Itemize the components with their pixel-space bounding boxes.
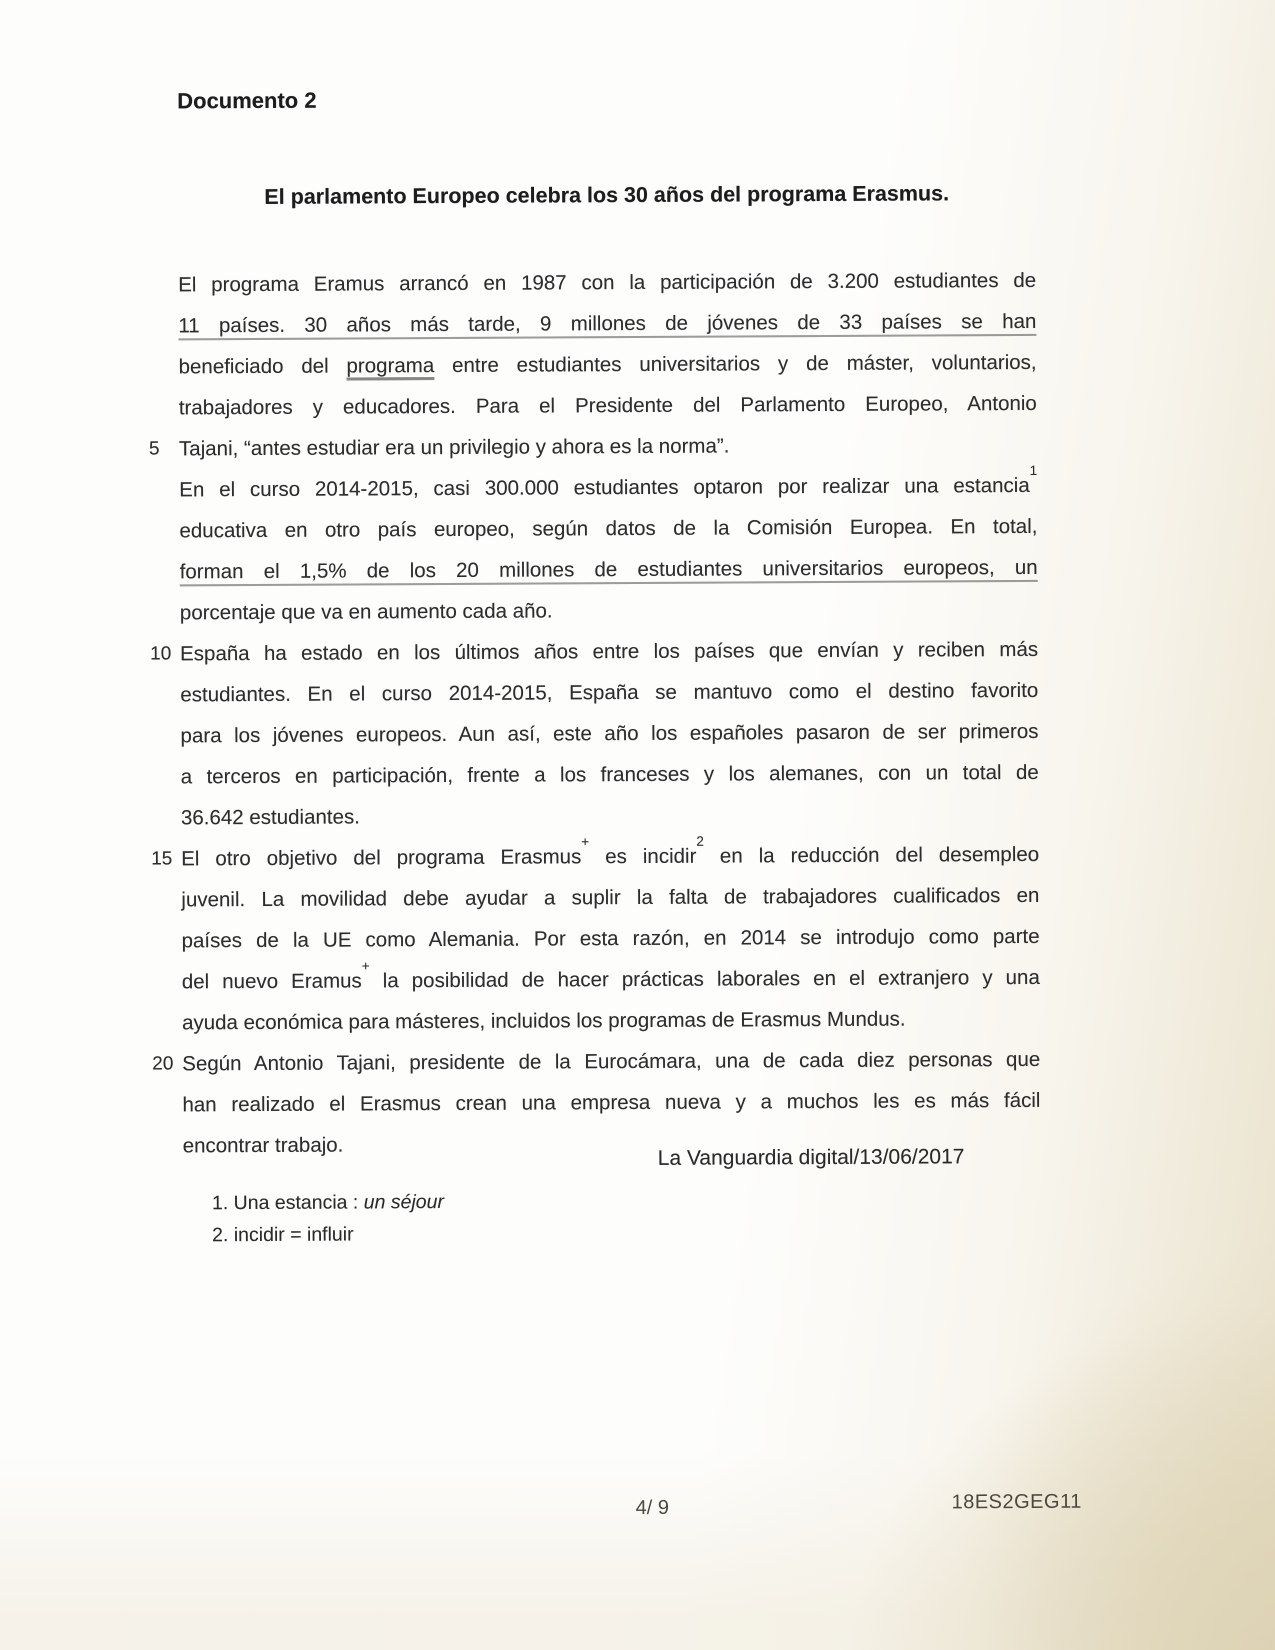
text-line: [178, 342, 1036, 387]
line-text: Según Antonio Tajani, presidente de la Eurocámara, una de cada diez personas que: [182, 1047, 1041, 1076]
line-text: educativa en otro país europeo, según datos de la Comisión Europea. En total,: [179, 514, 1038, 543]
text-line: [180, 670, 1038, 715]
superscript: 2: [696, 833, 704, 849]
line-text: estudiantes. En el curso 2014-2015, España se mantuvo como el destino favorito: [180, 678, 1039, 707]
footnote: [212, 1222, 444, 1255]
line-text: beneficiado del: [178, 354, 347, 379]
footnote-italic-text: un séjour: [363, 1191, 445, 1214]
line-number: 10: [150, 643, 172, 665]
line-text: porcentaje que va en aumento cada año.: [179, 599, 553, 625]
text-line: [151, 833, 1040, 879]
pencil-underlined-word: programa: [346, 354, 435, 378]
page-number: 4/ 9: [635, 1496, 669, 1520]
line-text: En el curso 2014-2015, casi 300.000 estudiantes optaron por realizar una estancia: [179, 473, 1030, 502]
article-body: [148, 260, 1041, 1166]
document-code: 18ES2GEG11: [951, 1490, 1082, 1514]
line-text: El otro objetivo del programa Erasmus: [181, 845, 582, 871]
text-line: [181, 875, 1039, 920]
line-text: El programa Eramus arrancó en 1987 con la participación de 3.200 estudiantes de: [178, 268, 1037, 297]
line-text: han realizado el Erasmus crean una empresa nueva y a muchos les es más fácil: [182, 1088, 1041, 1117]
text-line: [148, 424, 1037, 469]
line-text: España ha estado en los últimos años entre los países que envían y reciben más: [180, 637, 1039, 666]
text-line: [181, 916, 1039, 961]
line-text: es incidir: [589, 844, 697, 869]
footnote: [212, 1190, 444, 1223]
document-label: Documento 2: [177, 87, 317, 114]
text-line: [182, 998, 1040, 1043]
document-title: El parlamento Europeo celebra los 30 años del programa Erasmus.: [264, 181, 950, 209]
line-text: a terceros en participación, frente a los franceses y los alemanes, con un total de: [180, 760, 1039, 789]
text-line: [180, 588, 1038, 633]
line-text: en la reducción del desempleo: [703, 842, 1040, 868]
line-text: juvenil. La movilidad debe ayudar a suplir la falta de trabajadores cualificados en: [181, 883, 1040, 912]
line-text: Tajani, “antes estudiar era un privilegio y ahora es la norma”.: [178, 434, 730, 461]
text-line: [181, 752, 1039, 797]
line-text: entre estudiantes universitarios y de máster, voluntarios,: [434, 350, 1037, 378]
text-line: [178, 260, 1036, 305]
line-text: encontrar trabajo.: [182, 1133, 344, 1158]
text-line: [180, 711, 1038, 756]
text-line: [182, 1080, 1040, 1125]
line-text: 36.642 estudiantes.: [180, 805, 360, 830]
line-text: la posibilidad de hacer prácticas laborales en el extranjero y una: [369, 965, 1040, 993]
source-attribution: La Vanguardia digital/13/06/2017: [657, 1145, 965, 1170]
superscript: 1: [1029, 463, 1038, 479]
text-line: [181, 793, 1039, 838]
footnote-text: 1. Una estancia :: [211, 1191, 364, 1215]
line-text: para los jóvenes europeos. Aun así, este año los españoles pasaron de ser primeros: [180, 719, 1039, 748]
text-line: [179, 506, 1037, 551]
text-line: [179, 465, 1037, 510]
line-number: 15: [151, 848, 173, 870]
text-line: [179, 383, 1037, 428]
line-text: trabajadores y educadores. Para el Presidente del Parlamento Europeo, Antonio: [178, 391, 1037, 420]
line-text: países de la UE como Alemania. Por esta razón, en 2014 se introdujo como parte: [181, 924, 1040, 953]
line-number: 20: [152, 1053, 174, 1075]
text-line: [152, 1039, 1041, 1084]
text-line: [180, 547, 1038, 592]
footnote-text: 2. incidir = influir: [212, 1223, 354, 1247]
text-line: [150, 629, 1039, 674]
line-text: ayuda económica para másteres, incluidos los programas de Erasmus Mundus.: [181, 1007, 906, 1035]
superscript: +: [581, 834, 590, 850]
line-number: 5: [148, 438, 160, 460]
line-text: 11 países. 30 años más tarde, 9 millones de jóvenes de 33 países se han: [178, 309, 1037, 338]
text-line: [182, 957, 1040, 1002]
line-text: forman el 1,5% de los 20 millones de estudiantes universitarios europeos, un: [179, 555, 1038, 584]
superscript: +: [361, 958, 370, 974]
line-text: del nuevo Eramus: [181, 969, 362, 994]
footnotes: [212, 1190, 444, 1255]
text-line: [178, 301, 1036, 346]
